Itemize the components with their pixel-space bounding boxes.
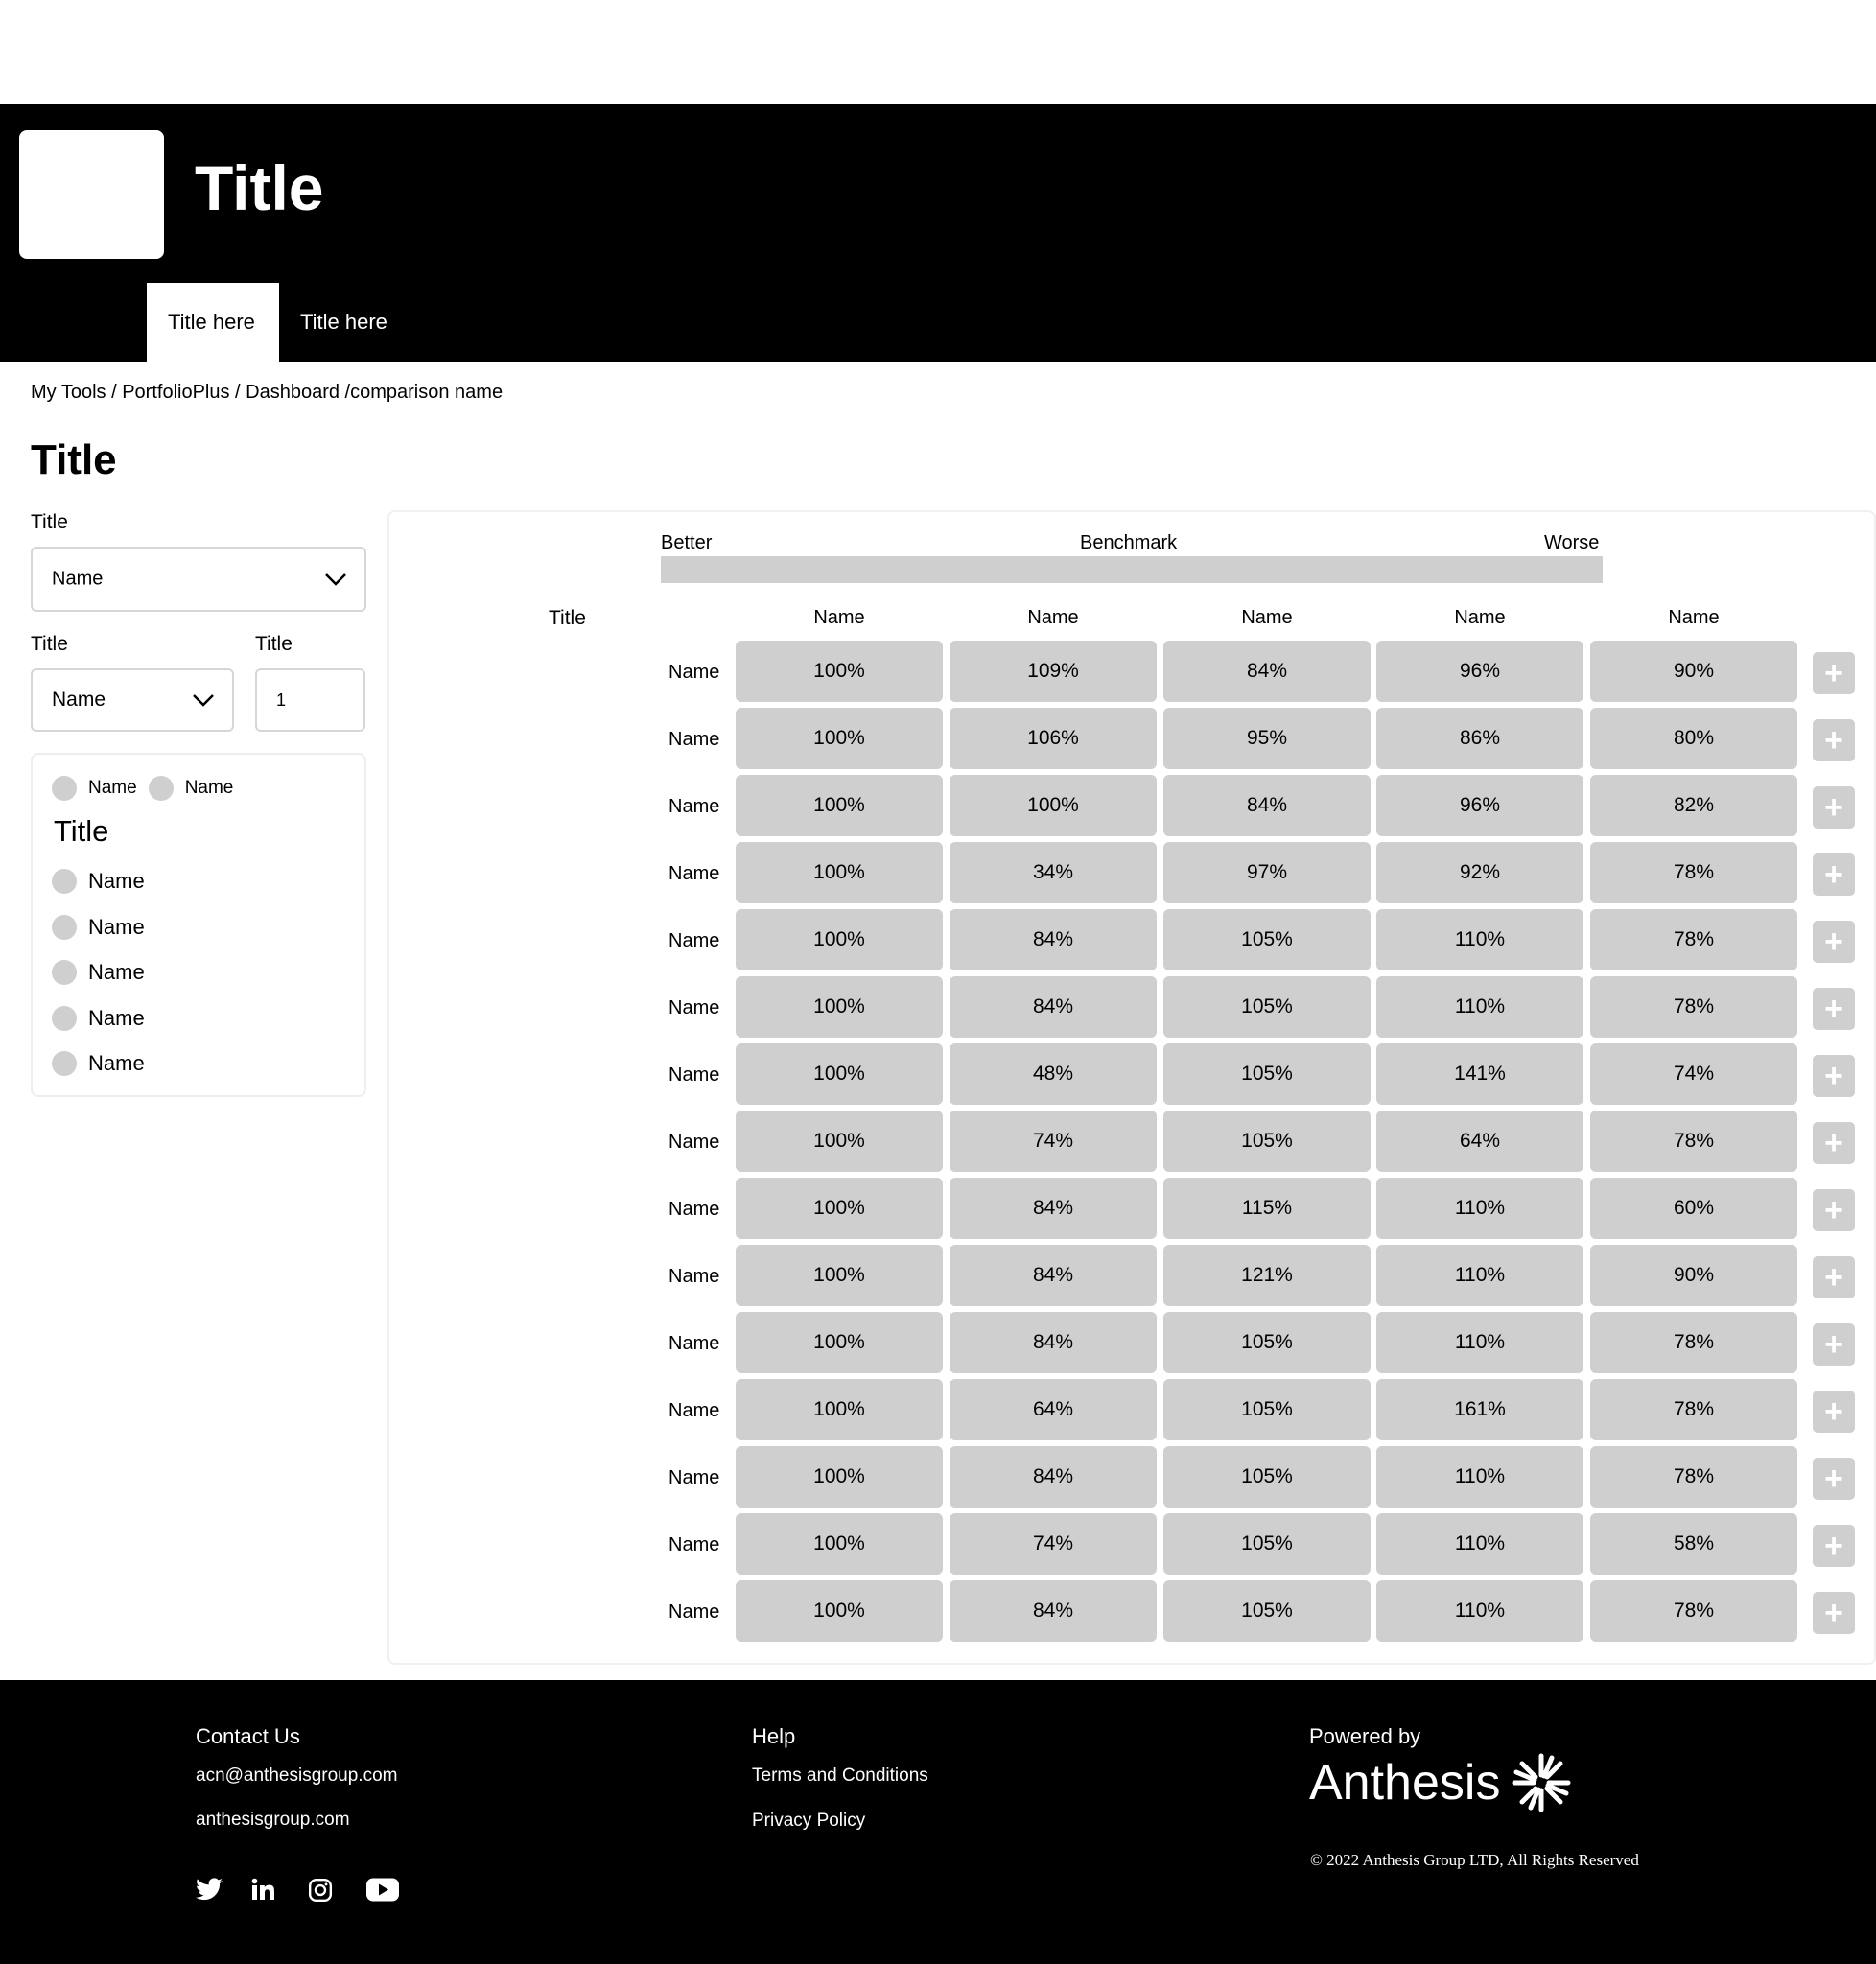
value-cell: 100% [736, 1043, 943, 1105]
row-label: Name [668, 1534, 720, 1555]
radio-button[interactable] [52, 776, 77, 801]
value-cell: 96% [1376, 775, 1583, 836]
value-cell: 95% [1163, 708, 1371, 769]
contact-website-link[interactable]: anthesisgroup.com [196, 1810, 350, 1830]
value-cell: 100% [736, 1513, 943, 1575]
value-cell: 105% [1163, 1312, 1371, 1373]
value-cell: 110% [1376, 1513, 1583, 1575]
privacy-link[interactable]: Privacy Policy [752, 1811, 866, 1831]
option-row[interactable] [52, 915, 145, 940]
value-cell: 78% [1590, 1379, 1797, 1440]
value-cell: 84% [950, 976, 1157, 1038]
value-cell: 78% [1590, 1111, 1797, 1172]
chevron-down-icon [192, 693, 215, 707]
value-cell: 100% [736, 1580, 943, 1642]
value-cell: 110% [1376, 1580, 1583, 1642]
anthesis-burst-icon [1512, 1753, 1571, 1812]
select1-value: Name [52, 568, 104, 590]
row-header-title: Title [549, 607, 586, 629]
add-row-button[interactable]: + [1813, 1592, 1855, 1634]
app-header [0, 104, 1876, 362]
chevron-down-icon [324, 573, 347, 586]
row-label: Name [668, 1602, 720, 1623]
value-cell: 97% [1163, 842, 1371, 903]
add-row-button[interactable]: + [1813, 1525, 1855, 1567]
value-cell: 109% [950, 641, 1157, 702]
select2-value: Name [52, 689, 106, 711]
column-header: Name [1241, 607, 1293, 628]
value-cell: 100% [736, 976, 943, 1038]
value-cell: 100% [736, 1111, 943, 1172]
value-cell: 84% [1163, 775, 1371, 836]
value-cell: 100% [736, 641, 943, 702]
value-cell: 78% [1590, 1446, 1797, 1508]
row-label: Name [668, 997, 720, 1018]
value-cell: 80% [1590, 708, 1797, 769]
add-row-button[interactable]: + [1813, 1189, 1855, 1231]
value-cell: 105% [1163, 1379, 1371, 1440]
footer [0, 1680, 1876, 1964]
row-label: Name [668, 796, 720, 817]
value-cell: 96% [1376, 641, 1583, 702]
add-row-button[interactable]: + [1813, 1122, 1855, 1164]
value-cell: 86% [1376, 708, 1583, 769]
value-cell: 84% [950, 1580, 1157, 1642]
select2-label: Title [31, 633, 68, 655]
value-cell: 100% [736, 842, 943, 903]
top-radio-group [52, 776, 233, 801]
value-cell: 84% [950, 1446, 1157, 1508]
select1-label: Title [31, 511, 68, 533]
option-row[interactable] [52, 1006, 145, 1031]
add-row-button[interactable]: + [1813, 853, 1855, 896]
radio-button[interactable] [52, 1006, 77, 1031]
value-cell: 74% [1590, 1043, 1797, 1105]
option-row[interactable] [52, 1051, 145, 1076]
number-label: Title [255, 633, 293, 655]
value-cell: 34% [950, 842, 1157, 903]
row-label: Name [668, 863, 720, 884]
column-header: Name [1027, 607, 1079, 628]
value-cell: 110% [1376, 1446, 1583, 1508]
option-row[interactable] [52, 960, 145, 985]
powered-by-heading: Powered by [1309, 1724, 1421, 1748]
value-cell: 105% [1163, 1446, 1371, 1508]
value-cell: 110% [1376, 909, 1583, 970]
value-cell: 121% [1163, 1245, 1371, 1306]
card-title: Title [54, 814, 109, 848]
row-label: Name [668, 1266, 720, 1287]
row-label: Name [668, 1199, 720, 1220]
add-row-button[interactable]: + [1813, 1055, 1855, 1097]
radio-button[interactable] [52, 1051, 77, 1076]
value-cell: 105% [1163, 1043, 1371, 1105]
value-cell: 84% [950, 1312, 1157, 1373]
number-input[interactable] [255, 668, 365, 732]
value-cell: 100% [736, 775, 943, 836]
option-label: Name [88, 960, 145, 984]
row-label: Name [668, 729, 720, 750]
add-row-button[interactable]: + [1813, 652, 1855, 694]
tab-1[interactable]: Title here [147, 283, 279, 362]
radio-label: Name [184, 778, 234, 798]
radio-button[interactable] [149, 776, 174, 801]
row-label: Name [668, 1064, 720, 1086]
scale-label-benchmark: Benchmark [1080, 532, 1178, 553]
breadcrumb: My Tools / PortfolioPlus / Dashboard /comparison name [31, 382, 504, 403]
radio-label: Name [88, 778, 137, 798]
value-cell: 84% [950, 909, 1157, 970]
app-title: Title [195, 152, 324, 223]
option-label: Name [88, 915, 145, 939]
value-cell: 106% [950, 708, 1157, 769]
value-cell: 110% [1376, 1312, 1583, 1373]
row-label: Name [668, 930, 720, 951]
value-cell: 64% [1376, 1111, 1583, 1172]
help-heading: Help [752, 1724, 796, 1748]
value-cell: 90% [1590, 1245, 1797, 1306]
tab-2[interactable]: Title here [300, 310, 387, 334]
terms-link[interactable]: Terms and Conditions [752, 1765, 928, 1786]
select1-dropdown[interactable] [31, 547, 366, 612]
value-cell: 84% [950, 1245, 1157, 1306]
value-cell: 100% [736, 1245, 943, 1306]
radio-button[interactable] [52, 915, 77, 940]
value-cell: 100% [736, 1178, 943, 1239]
add-row-button[interactable]: + [1813, 1256, 1855, 1298]
radio-button[interactable] [52, 869, 77, 894]
value-cell: 84% [950, 1178, 1157, 1239]
add-row-button[interactable]: + [1813, 719, 1855, 761]
add-row-button[interactable]: + [1813, 988, 1855, 1030]
value-cell: 78% [1590, 842, 1797, 903]
row-label: Name [668, 1400, 720, 1421]
column-header: Name [813, 607, 865, 628]
value-cell: 60% [1590, 1178, 1797, 1239]
scale-bar [661, 556, 1603, 583]
value-cell: 92% [1376, 842, 1583, 903]
instagram-icon[interactable] [308, 1878, 333, 1903]
add-row-button[interactable]: + [1813, 786, 1855, 829]
select2-dropdown[interactable] [31, 668, 234, 732]
value-cell: 82% [1590, 775, 1797, 836]
column-header: Name [1454, 607, 1506, 628]
add-row-button[interactable]: + [1813, 1458, 1855, 1500]
value-cell: 78% [1590, 1312, 1797, 1373]
add-row-button[interactable]: + [1813, 921, 1855, 963]
value-cell: 110% [1376, 1178, 1583, 1239]
add-row-button[interactable]: + [1813, 1391, 1855, 1433]
twitter-icon[interactable] [196, 1878, 223, 1901]
add-row-button[interactable]: + [1813, 1323, 1855, 1366]
logo-placeholder [19, 130, 164, 259]
value-cell: 105% [1163, 1513, 1371, 1575]
value-cell: 115% [1163, 1178, 1371, 1239]
value-cell: 110% [1376, 976, 1583, 1038]
value-cell: 58% [1590, 1513, 1797, 1575]
column-header: Name [1668, 607, 1720, 628]
copyright: © 2022 Anthesis Group LTD, All Rights Reserved [1310, 1851, 1639, 1869]
anthesis-wordmark: Anthesis [1309, 1755, 1501, 1811]
value-cell: 90% [1590, 641, 1797, 702]
value-cell: 100% [950, 775, 1157, 836]
radio-button[interactable] [52, 960, 77, 985]
option-label: Name [88, 869, 145, 893]
value-cell: 100% [736, 1446, 943, 1508]
linkedin-icon[interactable] [251, 1878, 274, 1901]
value-cell: 161% [1376, 1379, 1583, 1440]
value-cell: 105% [1163, 1580, 1371, 1642]
contact-email-link[interactable]: acn@anthesisgroup.com [196, 1765, 398, 1786]
row-label: Name [668, 1467, 720, 1488]
value-cell: 105% [1163, 1111, 1371, 1172]
option-label: Name [88, 1051, 145, 1075]
value-cell: 78% [1590, 909, 1797, 970]
row-label: Name [668, 1333, 720, 1354]
option-label: Name [88, 1006, 145, 1030]
value-cell: 74% [950, 1513, 1157, 1575]
youtube-icon[interactable] [366, 1878, 399, 1902]
value-cell: 78% [1590, 976, 1797, 1038]
value-cell: 105% [1163, 909, 1371, 970]
page-title: Title [31, 436, 117, 483]
contact-heading: Contact Us [196, 1724, 300, 1748]
anthesis-logo[interactable] [1309, 1753, 1571, 1812]
option-row[interactable] [52, 869, 145, 894]
value-cell: 84% [1163, 641, 1371, 702]
value-cell: 100% [736, 1312, 943, 1373]
value-cell: 100% [736, 708, 943, 769]
value-cell: 48% [950, 1043, 1157, 1105]
value-cell: 100% [736, 909, 943, 970]
value-cell: 74% [950, 1111, 1157, 1172]
scale-label-worse: Worse [1544, 532, 1600, 553]
row-label: Name [668, 1132, 720, 1153]
row-label: Name [668, 662, 720, 683]
value-cell: 141% [1376, 1043, 1583, 1105]
filter-card [31, 753, 366, 1097]
scale-label-better: Better [661, 532, 713, 553]
value-cell: 105% [1163, 976, 1371, 1038]
value-cell: 64% [950, 1379, 1157, 1440]
value-cell: 110% [1376, 1245, 1583, 1306]
value-cell: 78% [1590, 1580, 1797, 1642]
value-cell: 100% [736, 1379, 943, 1440]
